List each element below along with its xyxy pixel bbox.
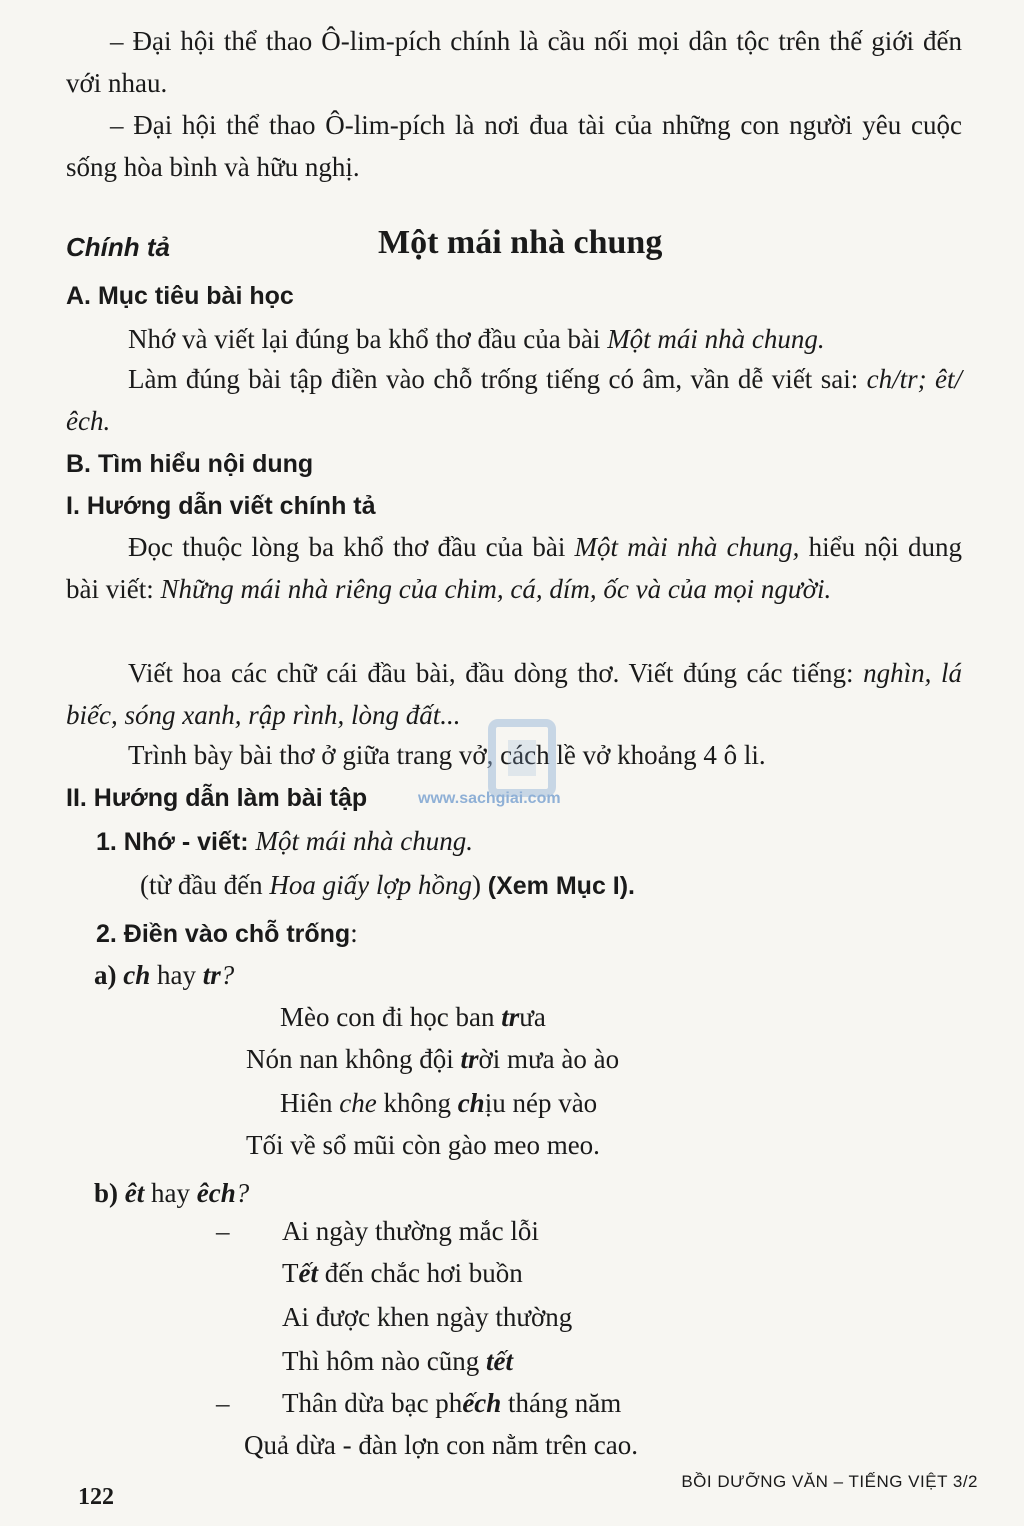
intro-paragraph-2 [66, 104, 962, 188]
part-a-text-1: Nhớ và viết lại đúng ba khổ thơ đầu của bài [128, 324, 608, 354]
poem-b-l2-a: T [282, 1258, 299, 1288]
heading-part-a: A. Mục tiêu bài học [66, 282, 294, 310]
poem-a-l2-c: ời mưa ào ào [478, 1044, 620, 1074]
section-i-text-1: Đọc thuộc lòng ba khổ thơ đầu của bài [128, 532, 575, 562]
exercise-b-prompt [94, 1172, 249, 1214]
exercise-1-note-close: ) [472, 870, 488, 900]
section-i-italic-3: nghìn, lá biếc, sóng xanh, rập rình, lòng đất... [66, 658, 962, 730]
lesson-header [66, 224, 962, 274]
exercise-1-note-open: (từ đầu đến [140, 870, 270, 900]
poem-b-l5-a: Thân dừa bạc ph [282, 1388, 463, 1418]
intro-text-2: – Đại hội thể thao Ô-lim-pích là nơi đua tài của những con người yêu cuộc sống hòa bình và hữu nghị. [66, 110, 962, 182]
book-title-footer: BỒI DƯỠNG VĂN – TIẾNG VIỆT 3/2 [681, 1472, 978, 1491]
poem-b-l4-b: tết [485, 1346, 513, 1376]
poem-a-l3-d: ch [457, 1088, 485, 1118]
exercise-1 [96, 820, 473, 863]
intro-paragraph-1 [66, 20, 962, 104]
part-a-italic-2: ch/tr; êt/êch. [66, 364, 962, 436]
poem-a-l3-b: che [339, 1088, 377, 1118]
poem-a-line-3 [280, 1082, 597, 1124]
poem-b-dash-1: – [216, 1216, 230, 1246]
intro-text-1: – Đại hội thể thao Ô-lim-pích chính là cầu nối mọi dân tộc trên thế giới đến với nhau. [66, 26, 962, 98]
exercise-2-colon: : [350, 918, 358, 948]
exercise-b-et: êt [124, 1178, 145, 1208]
exercise-1-title: Một mái nhà chung. [255, 826, 473, 856]
poem-a-l1-b: tr [501, 1002, 520, 1032]
poem-a-l1-a: Mèo con đi học ban [280, 1002, 502, 1032]
part-a-paragraph-1 [66, 318, 962, 360]
poem-a-line-1 [280, 996, 546, 1038]
exercise-a-question: ? [220, 960, 235, 990]
poem-a-l1-c: ưa [519, 1002, 546, 1032]
poem-b-line-1: Ai ngày thường mắc lỗi [282, 1216, 539, 1246]
poem-a-l3-a: Hiên [280, 1088, 340, 1118]
poem-a-l3-c: không [376, 1088, 458, 1118]
exercise-b-ech: êch [196, 1178, 236, 1208]
heading-section-i: I. Hướng dẫn viết chính tả [66, 492, 376, 520]
heading-section-ii: II. Hướng dẫn làm bài tập [66, 784, 368, 812]
exercise-1-label: 1. Nhớ - viết: [96, 828, 256, 856]
part-a-paragraph-2 [66, 358, 962, 442]
exercise-2 [96, 912, 358, 954]
exercise-b-hay: hay [144, 1178, 197, 1208]
poem-b-line-3: Ai được khen ngày thường [282, 1302, 573, 1332]
heading-part-b: B. Tìm hiểu nội dung [66, 450, 314, 478]
section-i-italic-1: Một mài nhà chung, [574, 532, 800, 562]
exercise-a-prompt [94, 954, 234, 996]
part-a-italic-1: Một mái nhà chung. [607, 324, 825, 354]
poem-b-l2-b: ết [298, 1258, 318, 1288]
poem-b-l2-c: đến chắc hơi buồn [318, 1258, 523, 1288]
poem-b-line-2 [282, 1252, 523, 1294]
poem-a-line-4: Tối về sổ mũi còn gào meo meo. [246, 1130, 600, 1160]
poem-b-line-4 [282, 1340, 513, 1382]
part-a-text-2: Làm đúng bài tập điền vào chỗ trống tiếng có âm, vần dễ viết sai: [128, 364, 867, 394]
exercise-a-ch: ch [123, 960, 151, 990]
exercise-a-label: a) [94, 960, 124, 990]
poem-a-l3-e: ịu nép vào [484, 1088, 598, 1118]
section-i-paragraph-1 [66, 526, 962, 610]
section-i-text-3: Viết hoa các chữ cái đầu bài, đầu dòng thơ. Viết đúng các tiếng: [128, 658, 864, 688]
section-label: Chính tả [66, 232, 170, 262]
poem-b-l4-a: Thì hôm nào cũng [282, 1346, 486, 1376]
poem-b-line-6: Quả dừa - đàn lợn con nằm trên cao. [244, 1430, 639, 1460]
exercise-b-question: ? [235, 1178, 250, 1208]
lesson-title: Một mái nhà chung [378, 224, 663, 261]
poem-b-line-5 [282, 1382, 621, 1424]
exercise-2-label: 2. Điền vào chỗ trống [96, 920, 351, 948]
exercise-1-note-italic: Hoa giấy lợp hồng [269, 870, 473, 900]
poem-b-dash-2: – [216, 1388, 230, 1418]
page-number: 122 [78, 1484, 114, 1510]
poem-b-l5-b: ếch [462, 1388, 502, 1418]
section-i-text-4: Trình bày bài thơ ở giữa trang vở, cách lề vở khoảng 4 ô li. [128, 740, 766, 770]
exercise-a-tr: tr [202, 960, 221, 990]
watermark-url: www.sachgiai.com [418, 790, 561, 807]
poem-a-l2-a: Nón nan không đội [246, 1044, 461, 1074]
exercise-b-label: b) [94, 1178, 125, 1208]
exercise-1-note-ref: (Xem Mục I). [487, 872, 636, 900]
exercise-a-hay: hay [150, 960, 203, 990]
section-i-italic-2: Những mái nhà riêng của chim, cá, dím, ốc và của mọi người. [160, 574, 832, 604]
poem-a-line-2 [246, 1038, 619, 1080]
section-i-text-2: hiểu nội dung bài viết: [66, 532, 962, 604]
poem-a-l2-b: tr [460, 1044, 479, 1074]
exercise-1-note [140, 864, 635, 907]
poem-b-l5-c: tháng năm [501, 1388, 622, 1418]
